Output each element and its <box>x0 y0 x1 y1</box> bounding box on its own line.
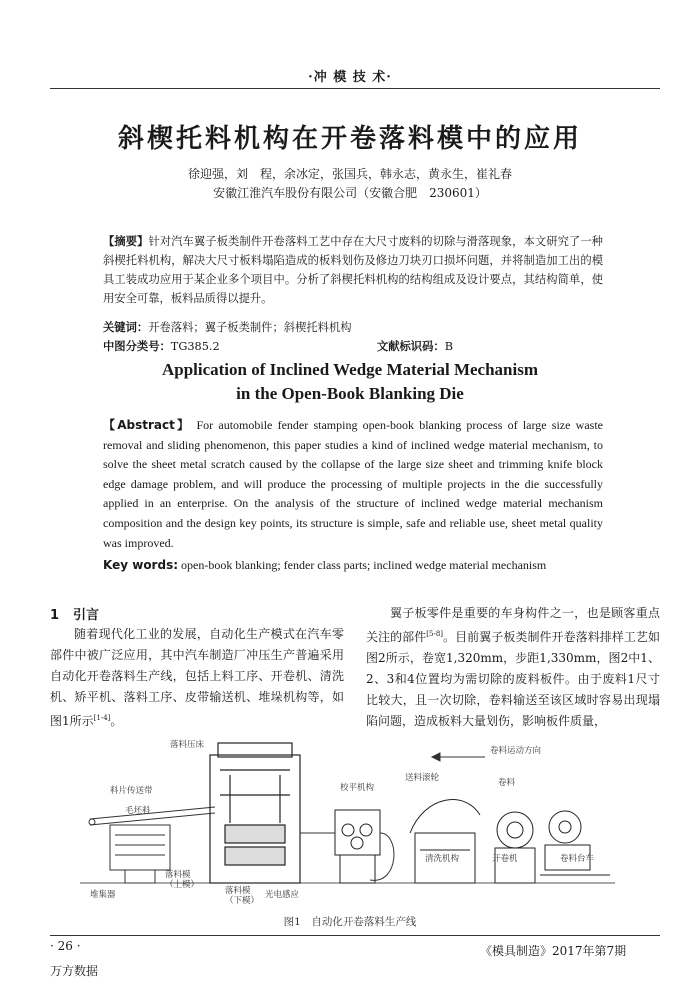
section-1-heading <box>50 604 99 623</box>
paper-authors: 徐迎强，刘 程，余冰定，张国兵，韩永志，黄永生，崔礼春 <box>187 167 512 181</box>
section-1-left-end: 。 <box>110 714 123 728</box>
classification-line <box>103 337 603 356</box>
footer-journal-issue: 《模具制造》2017年第7期 <box>480 944 627 958</box>
header-rule <box>50 88 660 89</box>
section-1-left-text: 随着现代化工业的发展，自动化生产模式在汽车零部件中被广泛应用，其中汽车制造厂冲压生产普遍采用自动化开卷落料生产线，包括上料工序、开卷机、清洗机、矫平机、落料工序、皮带输送机、堆垛机构等，如图1所示 <box>50 627 344 728</box>
washer-machine <box>410 800 480 883</box>
footer-watermark: 万方数据 <box>50 964 99 978</box>
label-lower-die: 落料模（下模） <box>225 886 260 905</box>
figure-1-production-line <box>70 735 630 905</box>
keywords-cn <box>103 318 603 337</box>
section-1-number: 1 <box>50 608 60 623</box>
label-coil-car: 卷料台车 <box>560 854 595 864</box>
label-blank: 毛坯料 <box>125 806 151 816</box>
uncoiler-machine <box>495 812 535 883</box>
leveler-machine <box>335 810 380 883</box>
english-title-line2: in the Open-Book Blanking Die <box>236 384 464 403</box>
label-sensor: 光电感应 <box>265 890 300 900</box>
stacker-machine <box>110 825 170 883</box>
clc-value: TG385.2 <box>170 340 220 353</box>
label-direction: 卷料运动方向 <box>490 746 542 756</box>
label-washer: 清洗机构 <box>425 854 460 864</box>
english-title <box>0 358 700 406</box>
keywords-en-label: Key words: <box>103 558 179 572</box>
section-1-right-column <box>366 603 660 732</box>
label-conveyor: 料片传送带 <box>110 786 153 796</box>
clc-label: 中图分类号： <box>103 340 171 353</box>
label-upper-die: 落料模（上模） <box>165 870 200 890</box>
label-press-bed: 落料压床 <box>170 740 205 750</box>
label-feed-roller: 送料滚轮 <box>405 773 440 783</box>
paper-affiliation: 安徽江淮汽车股份有限公司（安徽合肥 230601） <box>213 186 487 200</box>
label-uncoiler: 开卷机 <box>492 854 518 864</box>
paper-title: 斜楔托料机构在开卷落料模中的应用 <box>117 124 582 154</box>
abstract-cn-text: 针对汽车翼子板类制件开卷落料工艺中存在大尺寸废料的切除与滑落现象，本文研究了一种斜楔托料机构，解决大尺寸板料塌陷造成的板料划伤及修边刀块刃口损坏问题，并将制造加工出的模具工装成功应用于某企业多个项目中。分析了斜楔托料机构的结构组成及设计要点，其结构简单，使用安全可靠，板料品质得以提升。 <box>103 235 603 305</box>
section-header-label: ·冲 模 技 术· <box>308 70 392 85</box>
footer-page-number: · 26 · <box>50 939 81 953</box>
blanking-press <box>210 743 300 883</box>
abstract-cn <box>103 232 603 308</box>
direction-arrow <box>432 753 485 761</box>
doc-code-value: B <box>444 340 453 353</box>
keywords-en-text: open-book blanking; fender class parts; inclined wedge material mechanism <box>181 558 547 572</box>
figure-1-caption: 图1 自动化开卷落料生产线 <box>283 916 417 928</box>
keywords-cn-label: 关键词： <box>103 321 149 334</box>
section-1-title: 引言 <box>73 608 100 623</box>
doc-code-label: 文献标识码： <box>376 340 445 353</box>
label-coil: 卷料 <box>498 778 516 788</box>
keywords-cn-text: 开卷落料；翼子板类制件；斜楔托料机构 <box>148 321 352 334</box>
section-1-right-text-a: 翼子板零件是重要的车身构件之一，也是顾客重点关注的部件 <box>366 606 660 644</box>
abstract-cn-label: 【摘要】 <box>103 235 149 248</box>
section-1-right-ref: [5-8] <box>426 630 444 638</box>
abstract-en-label: 【Abstract】 <box>103 418 192 432</box>
label-leveler: 校平机构 <box>340 783 375 793</box>
english-title-line1: Application of Inclined Wedge Material Mechanism <box>161 360 539 379</box>
section-1-right-text-b: 。目前翼子板类制件开卷落料排样工艺如图2所示，卷宽1,320mm，步距1,330mm，图2中1、2、3和4位置均为需切除的废料板件。由于废料1尺寸比较大，且一次切除，卷料输送至该区域时容易出现塌陷问题，造成板料大量划伤，影响板件质量， <box>366 630 660 728</box>
abstract-en <box>103 416 603 553</box>
section-1-left-column <box>50 624 344 732</box>
abstract-en-text: For automobile fender stamping open-book blanking process of large size waste removal and sliding phenomenon, this paper studies a kind of inclined wedge material mechanism, to solve the sheet metal scratch caused by the collapse of the large size sheet and trimming knife block edge damage problem, and will produce the processing of multiple projects in the die successfully applied in an enterprise. On the analysis of the structure of inclined wedge material mechanism composition and the design key points, its structure is simple, safe and reliable use, sheet metal quality was improved. <box>103 418 603 550</box>
footer-rule <box>50 935 660 936</box>
label-stacker: 堆集器 <box>90 890 116 900</box>
coil-car <box>540 811 610 875</box>
conveyor-belt <box>89 807 215 825</box>
keywords-en <box>103 556 603 576</box>
section-1-left-ref: [1-4] <box>93 714 111 722</box>
